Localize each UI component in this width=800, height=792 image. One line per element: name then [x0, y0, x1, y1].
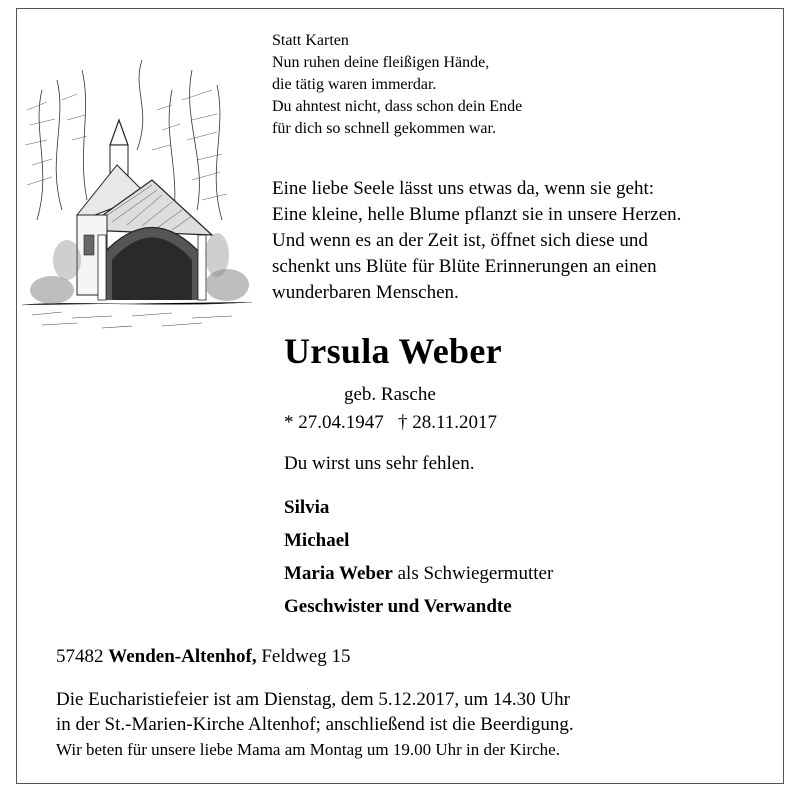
chapel-sketch-image [22, 50, 252, 335]
deceased-name: Ursula Weber [284, 331, 502, 371]
mourner-relation: als Schwiegermutter [397, 563, 554, 584]
death-date: † 28.11.2017 [398, 412, 498, 433]
poem-line: für dich so schnell gekommen war. [272, 120, 496, 137]
quote-line: schenkt uns Blüte für Blüte Erinnerungen an einen [272, 256, 657, 277]
maiden-name: geb. Rasche [344, 384, 436, 405]
mourner-name: Michael [284, 530, 350, 551]
life-dates [284, 412, 497, 434]
mourner-item [284, 524, 553, 557]
mourner-name: Silvia [284, 497, 330, 518]
address-street: Feldweg 15 [261, 646, 351, 667]
birth-date: * 27.04.1947 [284, 412, 384, 433]
address-town: Wenden-Altenhof, [108, 646, 257, 667]
quote-line: wunderbaren Menschen. [272, 282, 459, 303]
service-line: in der St.-Marien-Kirche Altenhof; anschließend ist die Beerdigung. [56, 714, 574, 735]
mourner-item [284, 557, 553, 590]
mourner-item [284, 590, 553, 623]
mourner-name: Maria Weber [284, 563, 393, 584]
poem-heading: Statt Karten [272, 32, 349, 49]
poem-line: Du ahntest nicht, dass schon dein Ende [272, 98, 523, 115]
poem-block [272, 30, 522, 140]
poem-line: Nun ruhen deine fleißigen Hände, [272, 54, 490, 71]
service-line: Die Eucharistiefeier ist am Dienstag, dem 5.12.2017, um 14.30 Uhr [56, 689, 570, 710]
quote-line: Eine liebe Seele lässt uns etwas da, wenn sie geht: [272, 178, 655, 199]
mourner-name: Geschwister und Verwandte [284, 596, 512, 617]
poem-line: die tätig waren immerdar. [272, 76, 437, 93]
farewell-text: Du wirst uns sehr fehlen. [284, 453, 475, 474]
quote-line: Und wenn es an der Zeit ist, öffnet sich diese und [272, 230, 648, 251]
service-line: Wir beten für unsere liebe Mama am Montag um 19.00 Uhr in der Kirche. [56, 740, 560, 759]
mourners-list [284, 491, 553, 623]
quote-line: Eine kleine, helle Blume pflanzt sie in unsere Herzen. [272, 204, 682, 225]
quote-block [272, 176, 681, 306]
address-postcode: 57482 [56, 646, 104, 667]
mourner-item [284, 491, 553, 524]
service-info [56, 687, 574, 762]
address-line [56, 646, 351, 668]
